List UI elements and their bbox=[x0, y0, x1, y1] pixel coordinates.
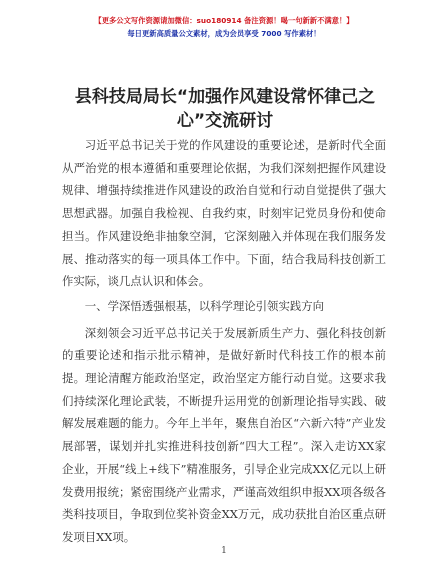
section-paragraph: 深刻领会习近平总书记关于发展新质生产力、强化科技创新的重要论述和指示批示精神，是做好新时代科技工作的根本前提。理论清醒方能政治坚定，政治坚定方能行动自觉。这要求我们持续深化理论武装，不断提升运用党的创新理论指导实践、破解发展难题的能力。今年上半年，聚焦自治区“六新六特”产业发展部署，谋划并扎实推进科技创新“四大工程”。深入走访XX家企业，开展“线上+线下”精准服务，引导企业完成XX亿元以上研发费用报统；紧密围绕产业需求，严谨高效组织申报XX项各级各类科技项目，争取到位奖补资金XX万元，成功获批自治区重点研发项目XX项。 bbox=[62, 325, 386, 544]
page-number: 1 bbox=[221, 546, 227, 556]
document-body bbox=[62, 134, 386, 549]
intro-paragraph: 习近平总书记关于党的作风建设的重要论述，是新时代全面从严治党的根本遵循和重要理论依据，为我们深刻把握作风建设规律、增强持续推进作风建设的政治自觉和行动自觉提供了强大思想武器。加强自我检视、自我约束，时刻牢记党员身份和使命担当。作风建设绝非抽象空洞，它深刻融入并体现在我们服务发展、推动落实的每一项具体工作中。下面，结合我局科技创新工作实际，谈几点认识和体会。 bbox=[62, 138, 386, 289]
promo-banner bbox=[0, 14, 448, 40]
promo-banner-line1: 【更多公文写作资源请加微信：suo180914 备注资源！喝一句新新不满意！】 bbox=[94, 16, 354, 25]
document-title-line2: 心”交流研讨 bbox=[176, 111, 274, 131]
section-heading: 一、学深悟透强根基，以科学理论引领实践方向 bbox=[84, 298, 325, 313]
promo-banner-line2: 每日更新高质量公文素材，成为会员享受 7000 写作素材！ bbox=[127, 29, 321, 38]
document-title-line1: 县科技局局长“加强作风建设常怀律己之 bbox=[74, 87, 376, 107]
